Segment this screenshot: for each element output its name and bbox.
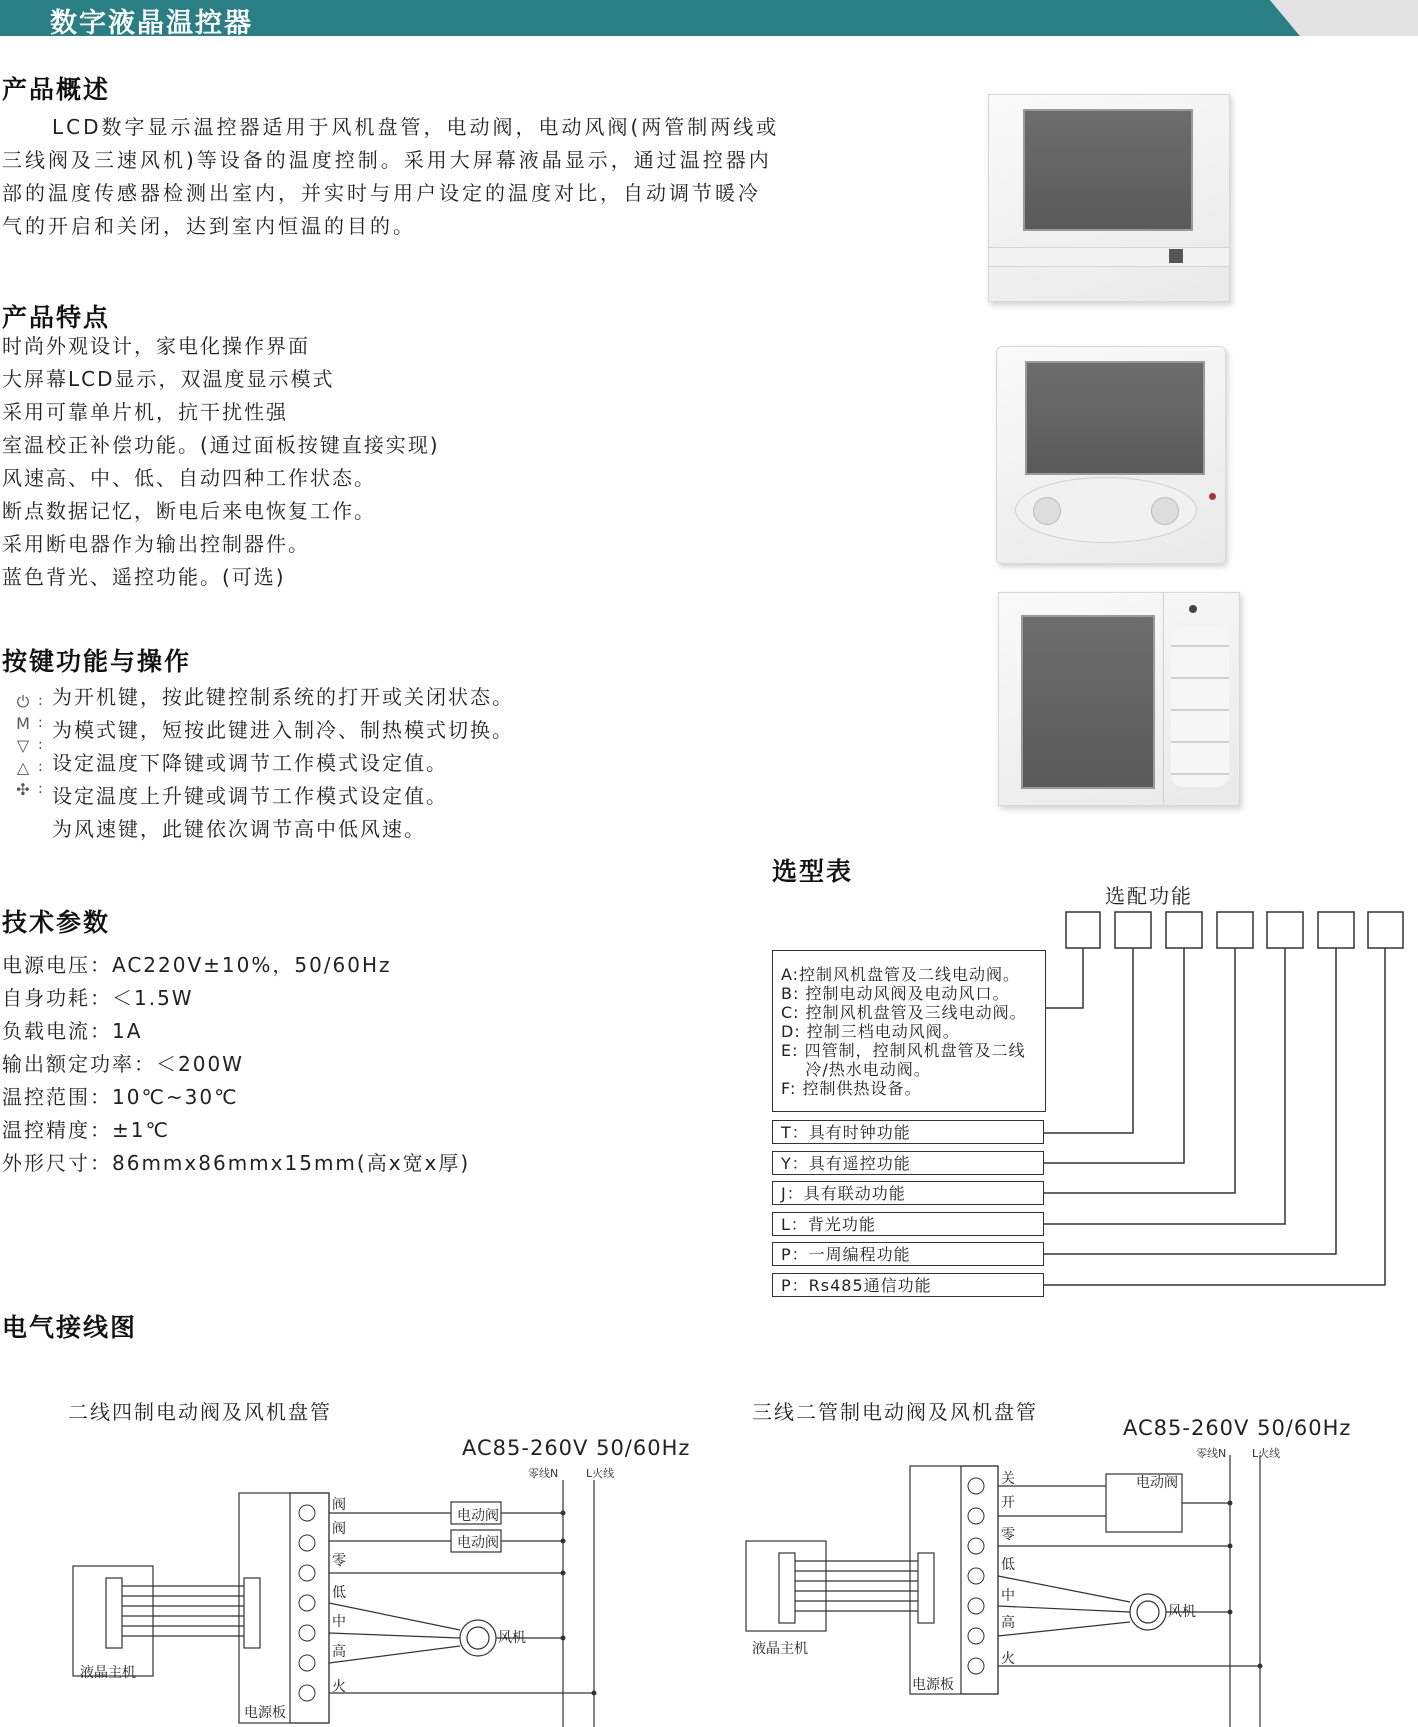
mode-key-icon: M (16, 714, 30, 733)
fan-key-icon: ✣ (16, 780, 30, 799)
terminal-label: 阀 (332, 1521, 346, 1537)
right-diagram-caption: 三线二管制电动阀及风机盘管 (752, 1400, 1038, 1424)
valve-label: 电动阀 (1136, 1475, 1178, 1491)
keys-title: 按键功能与操作 (2, 647, 192, 676)
function-row: T：具有时钟功能 (772, 1120, 1044, 1144)
terminal-label: 零 (1001, 1527, 1015, 1543)
spec-item: 外形尺寸：86mmx86mmx15mm(高x宽x厚) (2, 1151, 471, 1175)
valve-label: 电动阀 (457, 1508, 499, 1524)
terminal-label: 零 (332, 1553, 346, 1569)
function-row: P：Rs485通信功能 (772, 1273, 1044, 1297)
board-label: 电源板 (244, 1705, 286, 1721)
overview-title: 产品概述 (2, 75, 111, 104)
terminal-label: 关 (1001, 1471, 1015, 1487)
feature-item: 大屏幕LCD显示，双温度显示模式 (2, 367, 335, 391)
host-label: 液晶主机 (752, 1641, 808, 1657)
wiring-title: 电气接线图 (2, 1313, 138, 1342)
key-colons: : : : : : (38, 693, 43, 797)
option-item: D: 控制三档电动风阀。 (781, 1022, 960, 1041)
feature-item: 采用断电器作为输出控制器件。 (2, 532, 310, 556)
feature-item: 风速高、中、低、自动四种工作状态。 (2, 466, 376, 490)
feature-item: 采用可靠单片机，抗干扰性强 (2, 400, 288, 424)
key-item: 为开机键，按此键控制系统的打开或关闭状态。 (52, 685, 514, 709)
feature-item: 蓝色背光、遥控功能。(可选) (2, 565, 286, 589)
terminal-label: 低 (332, 1585, 346, 1601)
terminal-label: 高 (1001, 1615, 1015, 1631)
right-neutral-label: 零线N (1196, 1447, 1227, 1460)
left-live-label: L火线 (586, 1467, 615, 1480)
terminal-label: 高 (332, 1644, 346, 1660)
key-item: 为风速键，此键依次调节高中低风速。 (52, 817, 426, 841)
key-item: 设定温度下降键或调节工作模式设定值。 (52, 751, 448, 775)
fan-label: 风机 (498, 1630, 526, 1646)
selection-title: 选型表 (772, 857, 854, 886)
terminal-label: 中 (1001, 1588, 1015, 1604)
key-item: 设定温度上升键或调节工作模式设定值。 (52, 784, 448, 808)
down-key-icon: ▽ (16, 736, 30, 755)
left-supply-label: AC85-260V 50/60Hz (462, 1436, 691, 1460)
terminal-label: 开 (1001, 1495, 1015, 1511)
option-item: C: 控制风机盘管及三线电动阀。 (781, 1003, 1027, 1022)
terminal-label: 中 (332, 1614, 346, 1630)
board-label: 电源板 (912, 1677, 954, 1693)
feature-item: 室温校正补偿功能。(通过面板按键直接实现) (2, 433, 440, 457)
spec-item: 自身功耗：＜1.5W (2, 986, 194, 1010)
valve-label: 电动阀 (457, 1535, 499, 1551)
function-row: P：一周编程功能 (772, 1242, 1044, 1266)
option-item: E: 四管制，控制风机盘管及二线 (781, 1041, 1026, 1060)
spec-item: 温控精度：±1℃ (2, 1118, 170, 1142)
terminal-label: 火 (332, 1679, 346, 1695)
spec-item: 输出额定功率：＜200W (2, 1052, 244, 1076)
feature-item: 时尚外观设计，家电化操作界面 (2, 334, 310, 358)
page-title: 数字液晶温控器 (50, 8, 253, 39)
left-neutral-label: 零线N (528, 1467, 559, 1480)
option-item: B: 控制电动风阀及电动风口。 (781, 984, 1010, 1003)
features-title: 产品特点 (2, 303, 111, 332)
function-row: J：具有联动功能 (772, 1181, 1044, 1205)
key-item: 为模式键，短按此键进入制冷、制热模式切换。 (52, 718, 514, 742)
power-key-icon: ⏻ (16, 692, 30, 711)
terminal-label: 阀 (332, 1497, 346, 1513)
option-item: F: 控制供热设备。 (781, 1079, 922, 1098)
specs-title: 技术参数 (2, 908, 111, 937)
up-key-icon: △ (16, 758, 30, 777)
spec-item: 负载电流：1A (2, 1019, 143, 1043)
right-live-label: L火线 (1252, 1447, 1281, 1460)
overview-text: LCD数字显示温控器适用于风机盘管，电动阀，电动风阀(两管制两线或三线阀及三速风机)等设备的温度控制。采用大屏幕液晶显示，通过温控器内部的温度传感器检测出室内，并实时与用户设定的温度对比，自动调节暖冷气的开启和关闭，达到室内恒温的目的。 (2, 115, 780, 238)
feature-item: 断点数据记忆，断电后来电恢复工作。 (2, 499, 376, 523)
terminal-label: 低 (1001, 1557, 1015, 1573)
selection-subtitle: 选配功能 (1105, 884, 1193, 908)
host-label: 液晶主机 (80, 1665, 136, 1681)
function-row: L：背光功能 (772, 1212, 1044, 1236)
terminal-label: 火 (1001, 1651, 1015, 1667)
left-diagram-caption: 二线四制电动阀及风机盘管 (68, 1400, 332, 1424)
spec-item: 温控范围：10℃~30℃ (2, 1085, 239, 1109)
option-item: A:控制风机盘管及二线电动阀。 (781, 965, 1021, 984)
right-supply-label: AC85-260V 50/60Hz (1123, 1416, 1352, 1440)
option-item: 冷/热水电动阀。 (781, 1060, 931, 1079)
function-row: Y：具有遥控功能 (772, 1151, 1044, 1175)
spec-item: 电源电压：AC220V±10%，50/60Hz (2, 953, 392, 977)
fan-label: 风机 (1168, 1604, 1196, 1620)
